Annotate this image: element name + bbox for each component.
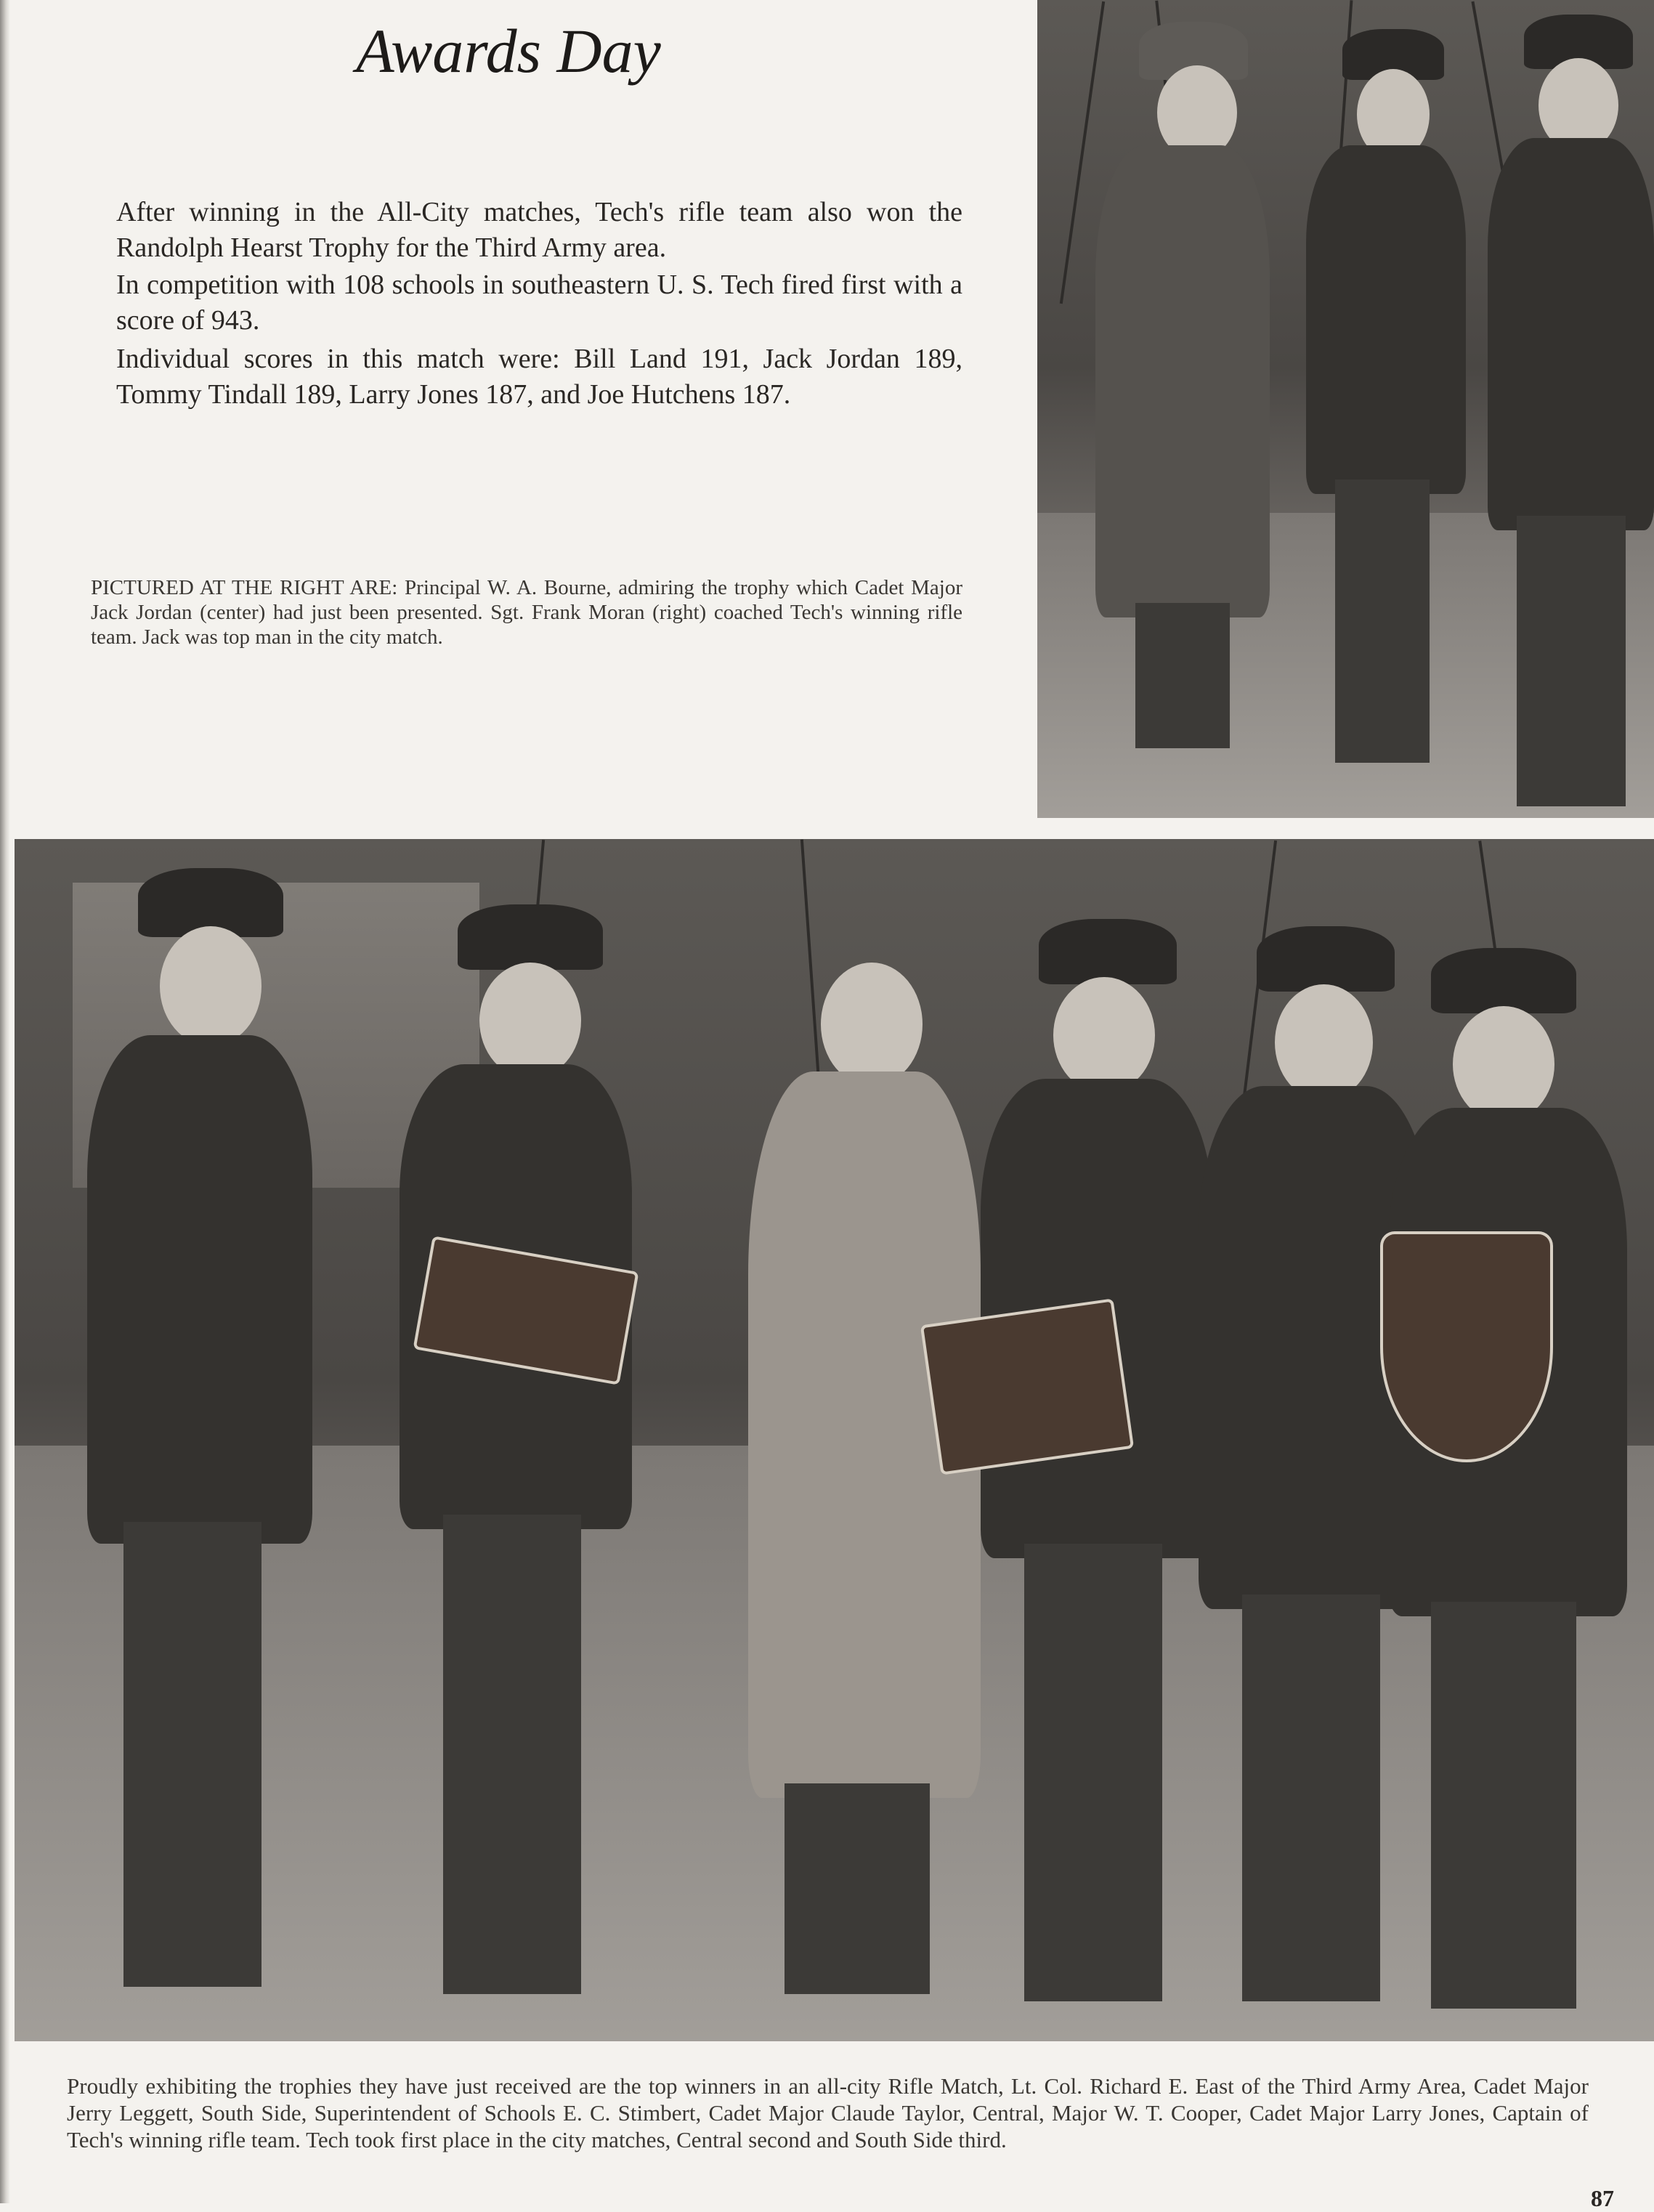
trophy-shield xyxy=(1380,1231,1553,1462)
person-lt-col-east xyxy=(80,868,312,1987)
person-sergeant xyxy=(1473,15,1654,806)
person-cadet-leggett xyxy=(392,904,632,1994)
caption-bottom-photo: Proudly exhibiting the trophies they have just received are the top winners in an all-city Rifle Match, Lt. Col. Richard E. East of the Third Army Area, Cadet Major Jerry Leggett, South Side, Superintendent of Schools E. C. Stimbert, Cadet Major Claude Taylor, Central, Major W. T. Cooper, Cadet Major Larry Jones, Captain of Tech's winning rifle team. Tech took first place in the city matches, Central second and South Side third. xyxy=(67,2073,1589,2152)
top-photo xyxy=(1037,0,1654,818)
person-cadet-taylor xyxy=(973,919,1213,2001)
body-paragraph-2: In competition with 108 schools in southeastern U. S. Tech fired first with a score of 943. xyxy=(116,270,962,336)
page-edge xyxy=(0,0,10,2203)
person-stimbert xyxy=(741,963,981,1994)
body-paragraph-1: After winning in the All-City matches, Tech's rifle team also won the Randolph Hearst Trophy for the Third Army area. xyxy=(116,197,962,263)
person-principal xyxy=(1081,22,1270,748)
bottom-photo xyxy=(15,839,1654,2041)
trophy-plaque xyxy=(920,1298,1134,1475)
caption-top-photo: PICTURED AT THE RIGHT ARE: Principal W. A. Bourne, admiring the trophy which Cadet Major Jack Jordan (center) had just been presented. Sgt. Frank Moran (right) coached Tech's winning rifle team. Jack was top man in the city match. xyxy=(91,576,962,649)
page-number: 87 xyxy=(1591,2185,1614,2211)
person-cadet-jones xyxy=(1380,948,1627,2009)
person-cadet xyxy=(1292,29,1466,763)
page-title: Awards Day xyxy=(356,16,661,86)
body-paragraph-3: Individual scores in this match were: Bill Land 191, Jack Jordan 189, Tommy Tindall 189, Larry Jones 187, and Joe Hutchens 187. xyxy=(116,344,962,410)
